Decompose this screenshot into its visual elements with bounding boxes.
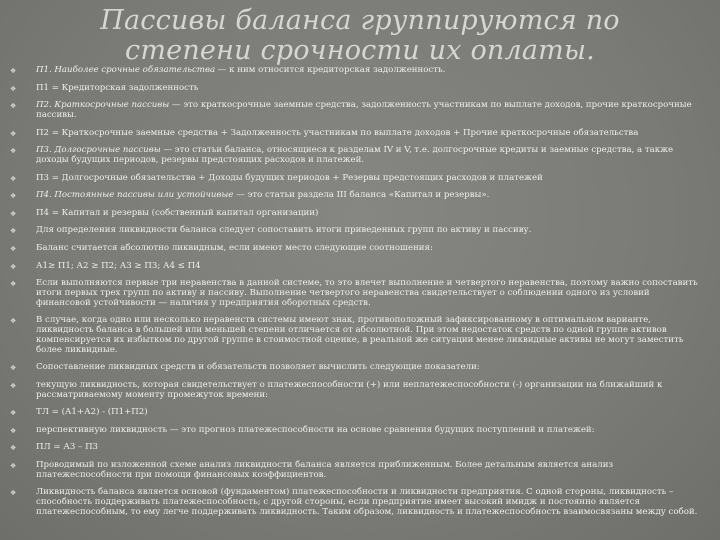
bullet-icon: ❖ (10, 317, 17, 326)
list-item (0, 461, 720, 481)
list-item (0, 363, 720, 373)
item-text: Для определения ликвидности баланса следует сопоставить итоги приведенных групп по активу и пассиву. (36, 225, 532, 236)
bullet-icon: ❖ (10, 364, 17, 373)
bullet-icon: ❖ (10, 209, 17, 218)
bullet-icon: ❖ (10, 426, 17, 435)
list-item (0, 408, 720, 418)
bullet-icon: ❖ (10, 67, 17, 75)
bullet-icon: ❖ (10, 409, 17, 418)
item-text: Если выполняются первые три неравенства в данной системе, то это влечет выполнение и четвертого неравенства, поэтому важно сопоставить итоги первых трех групп по активу и пассиву. Выполнение четвертого неравенства свидетельствует о соблюдении одного из условий финансовой устойчивости — наличия у предприятия оборотных средств. (36, 278, 698, 308)
list-item (0, 191, 720, 201)
list-item (0, 84, 720, 94)
slide-title: Пассивы баланса группируются по степени срочности их оплаты. (100, 5, 620, 66)
list-item (0, 244, 720, 254)
list-item (0, 381, 720, 401)
bullet-icon: ❖ (10, 84, 17, 93)
bullet-icon: ❖ (10, 444, 17, 453)
item-text: А1≥ П1; А2 ≥ П2; А3 ≥ П3; А4 ≤ П4 (36, 260, 201, 271)
bullet-icon: ❖ (10, 192, 17, 201)
bullet-icon: ❖ (10, 244, 17, 253)
bullet-icon: ❖ (10, 462, 17, 471)
list-item (0, 146, 720, 166)
item-text: ПЛ = А3 – П3 (36, 442, 99, 453)
list-item (0, 226, 720, 236)
list-item (0, 316, 720, 355)
item-text: П1 = Кредиторская задолженность (36, 82, 199, 93)
list-item (0, 443, 720, 453)
item-text: перспективную ликвидность — это прогноз платежеспособности на основе сравнения будущих поступлений и платежей: (36, 424, 595, 435)
item-text: — это краткосрочные заемные средства, задолженность участникам по выплате доходов, прочие краткосрочные пассивы. (36, 100, 692, 120)
bullet-icon: ❖ (10, 174, 17, 183)
list-item (0, 262, 720, 272)
list-item (0, 66, 720, 76)
item-text: — это статьи баланса, относящиеся к разделам IV и V, т.е. долгосрочные кредиты и заемные средства, а также доходы будущих периодов, резервы предстоящих расходов и платежей. (36, 145, 674, 165)
item-term: П3. Долгосрочные пассивы (36, 145, 161, 156)
bullet-icon: ❖ (10, 129, 17, 138)
item-text: В случае, когда одно или несколько неравенств системы имеют знак, противоположный зафиксированному в оптимальном варианте, ликвидность баланса в большей или меньшей степени отличается от абсолютной. При этом недостаток средств по одной группе активов компенсируется их избытком по другой группе в стоимостной оценке, в реальной же ситуации менее ликвидные активы не могут заместить более ликвидные. (36, 315, 684, 355)
item-term: П2. Краткосрочные пассивы (36, 100, 170, 111)
list-item (0, 174, 720, 184)
item-term: П4. Постоянные пассивы или устойчивые (36, 190, 234, 201)
item-text: П3 = Долгосрочные обязательства + Доходы будущих периодов + Резервы предстоящих расходов и платежей (36, 172, 543, 183)
item-text: — к ним относится кредиторская задолженность. (215, 65, 446, 75)
bullet-icon: ❖ (10, 381, 17, 390)
list-item (0, 209, 720, 219)
bullet-icon: ❖ (10, 262, 17, 271)
list-item (0, 488, 720, 517)
item-text: ТЛ = (А1+А2) - (П1+П2) (36, 407, 148, 418)
list-item (0, 101, 720, 121)
item-text: Баланс считается абсолютно ликвидным, если имеют место следующие соотношения: (36, 242, 433, 253)
item-text: Ликвидность баланса является основой (фундаментом) платежеспособности и ликвидности предприятия. С одной стороны, ликвидность – способность поддерживать платежеспособность; с другой стороны, если предприятие имеет высокий имидж и постоянно является платежеспособным, то ему легче поддерживать ликвидность. Таким образом, ликвидность и платежеспособность взаимосвязаны между собой. (36, 487, 698, 518)
item-term: П1. Наиболее срочные обязательства (36, 65, 216, 75)
list-item (0, 129, 720, 139)
list-item (0, 279, 720, 308)
item-text: Проводимый по изложенной схеме анализ ликвидности баланса является приближенным. Более детальным является анализ платежеспособности при помощи финансовых коэффициентов. (36, 460, 614, 480)
bullet-icon: ❖ (10, 227, 17, 236)
item-text: — это статьи раздела III баланса «Капитал и резервы». (233, 190, 490, 201)
item-text: Сопоставление ликвидных средств и обязательств позволяет вычислить следующие показатели: (36, 362, 480, 373)
item-text: П4 = Капитал и резервы (собственный капитал организации) (36, 207, 319, 218)
bullet-list (0, 66, 720, 526)
list-item (0, 426, 720, 436)
bullet-icon: ❖ (10, 489, 17, 498)
bullet-icon: ❖ (10, 147, 17, 156)
item-text: П2 = Краткосрочные заемные средства + Задолженность участникам по выплате доходов + Прочие краткосрочные обязательства (36, 127, 639, 138)
item-text: текущую ликвидность, которая свидетельствует о платежеспособности (+) или неплатежеспособности (-) организации на ближайший к рассматриваемому моменту промежуток времени: (36, 379, 663, 400)
bullet-icon: ❖ (10, 102, 17, 111)
bullet-icon: ❖ (10, 280, 17, 289)
